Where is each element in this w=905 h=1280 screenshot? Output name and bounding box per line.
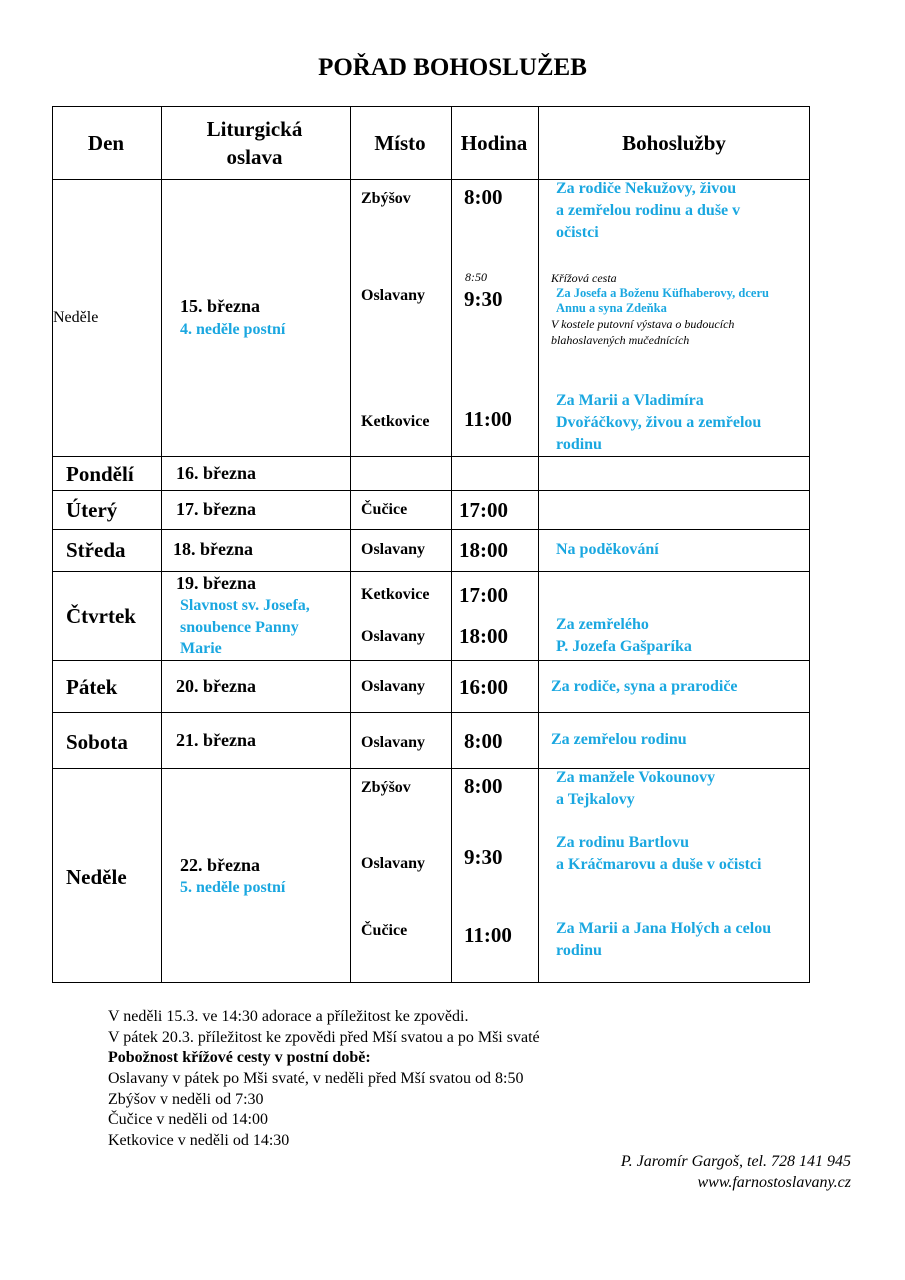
page-title: POŘAD BOHOSLUŽEB <box>318 54 587 81</box>
row-divider <box>53 490 809 491</box>
time: 11:00 <box>464 407 512 431</box>
time: 18:00 <box>459 624 508 648</box>
header-feast-line2: oslava <box>226 145 283 169</box>
place: Oslavany <box>361 855 426 872</box>
signature-website: www.farnostoslavany.cz <box>697 1174 851 1191</box>
service-text: Za Marii a Vladimíra <box>556 392 704 409</box>
feast-sunday-2: 5. neděle postní <box>180 879 286 896</box>
row-divider <box>53 529 809 530</box>
place: Zbýšov <box>361 190 411 207</box>
place: Zbýšov <box>361 779 411 796</box>
service-text: Křížová cesta <box>551 271 617 285</box>
time: 17:00 <box>459 583 508 607</box>
header-services: Bohoslužby <box>622 131 726 155</box>
date-sunday-2: 22. března <box>180 855 260 875</box>
service-text: a zemřelou rodinu a duše v <box>556 202 741 219</box>
note-line: Zbýšov v neděli od 7:30 <box>108 1091 264 1108</box>
time-small: 8:50 <box>465 270 487 284</box>
date-monday: 16. března <box>176 463 256 483</box>
time: 16:00 <box>459 675 508 699</box>
place: Čučice <box>361 501 408 518</box>
day-thursday: Čtvrtek <box>66 604 136 628</box>
note-line: V pátek 20.3. příležitost ke zpovědi před Mší svatou a po Mši svaté <box>108 1029 540 1046</box>
place: Ketkovice <box>361 413 430 430</box>
place: Oslavany <box>361 541 426 558</box>
time: 8:00 <box>464 729 503 753</box>
service-text: blahoslavených mučednících <box>551 333 690 347</box>
row-divider <box>53 660 809 661</box>
feast-thursday: Slavnost sv. Josefa, <box>180 597 310 614</box>
time: 8:00 <box>464 185 503 209</box>
row-divider <box>53 571 809 572</box>
header-feast-line1: Liturgická <box>206 117 303 141</box>
date-wednesday: 18. března <box>173 539 253 559</box>
service-text: Za zemřelého <box>556 616 649 633</box>
service-text: Za Marii a Jana Holých a celou <box>556 920 772 937</box>
time: 9:30 <box>464 287 503 311</box>
day-wednesday: Středa <box>66 538 126 562</box>
feast-thursday: Marie <box>180 640 222 657</box>
day-saturday: Sobota <box>66 730 128 754</box>
service-text: Za rodiče, syna a prarodiče <box>551 678 738 695</box>
place: Čučice <box>361 922 408 939</box>
feast-sunday-1: 4. neděle postní <box>180 321 286 338</box>
column-divider <box>161 107 162 982</box>
place: Oslavany <box>361 678 426 695</box>
date-friday: 20. března <box>176 676 256 696</box>
note-line: Čučice v neděli od 14:00 <box>108 1111 268 1128</box>
service-text: a Kráčmarovu a duše v očistci <box>556 856 762 873</box>
date-sunday-1: 15. března <box>180 296 260 316</box>
date-tuesday: 17. března <box>176 499 256 519</box>
day-sunday-1: Neděle <box>53 309 99 326</box>
row-divider <box>53 456 809 457</box>
day-sunday-2: Neděle <box>66 865 127 889</box>
note-heading: Pobožnost křížové cesty v postní době: <box>108 1049 371 1066</box>
column-divider <box>538 107 539 982</box>
place: Ketkovice <box>361 586 430 603</box>
day-monday: Pondělí <box>66 462 134 486</box>
schedule-table <box>52 106 810 983</box>
header-hour: Hodina <box>460 131 528 155</box>
service-text: Za Josefa a Boženu Küfhaberovy, dceru <box>556 286 769 300</box>
service-text: a Tejkalovy <box>556 791 635 808</box>
header-place: Místo <box>374 131 426 155</box>
service-text: Za zemřelou rodinu <box>551 731 687 748</box>
time: 18:00 <box>459 538 508 562</box>
note-line: Ketkovice v neděli od 14:30 <box>108 1132 290 1149</box>
day-tuesday: Úterý <box>66 498 118 522</box>
service-text: Za rodiče Nekužovy, živou <box>556 180 737 197</box>
service-text: Na poděkování <box>556 541 659 558</box>
place: Oslavany <box>361 287 426 304</box>
feast-thursday: snoubence Panny <box>180 619 299 636</box>
column-divider <box>350 107 351 982</box>
service-text: Dvořáčkovy, živou a zemřelou <box>556 414 762 431</box>
service-text: Annu a syna Zdeňka <box>556 301 667 315</box>
service-text: Za manžele Vokounovy <box>556 769 716 786</box>
service-text: Za rodinu Bartlovu <box>556 834 690 851</box>
time: 8:00 <box>464 774 503 798</box>
column-divider <box>451 107 452 982</box>
place: Oslavany <box>361 628 426 645</box>
date-thursday: 19. března <box>176 573 256 593</box>
service-text: rodinu <box>556 436 602 453</box>
time: 11:00 <box>464 923 512 947</box>
note-line: Oslavany v pátek po Mši svaté, v neděli před Mší svatou od 8:50 <box>108 1070 524 1087</box>
service-text: P. Jozefa Gašparíka <box>556 638 692 655</box>
service-text: V kostele putovní výstava o budoucích <box>551 317 735 331</box>
time: 9:30 <box>464 845 503 869</box>
date-saturday: 21. března <box>176 730 256 750</box>
day-friday: Pátek <box>66 675 118 699</box>
service-text: očistci <box>556 224 599 241</box>
place: Oslavany <box>361 734 426 751</box>
note-line: V neděli 15.3. ve 14:30 adorace a příležitost ke zpovědi. <box>108 1008 469 1025</box>
header-day: Den <box>87 131 125 155</box>
time: 17:00 <box>459 498 508 522</box>
row-divider <box>53 712 809 713</box>
signature-name-phone: P. Jaromír Gargoš, tel. 728 141 945 <box>620 1153 851 1170</box>
service-text: rodinu <box>556 942 602 959</box>
